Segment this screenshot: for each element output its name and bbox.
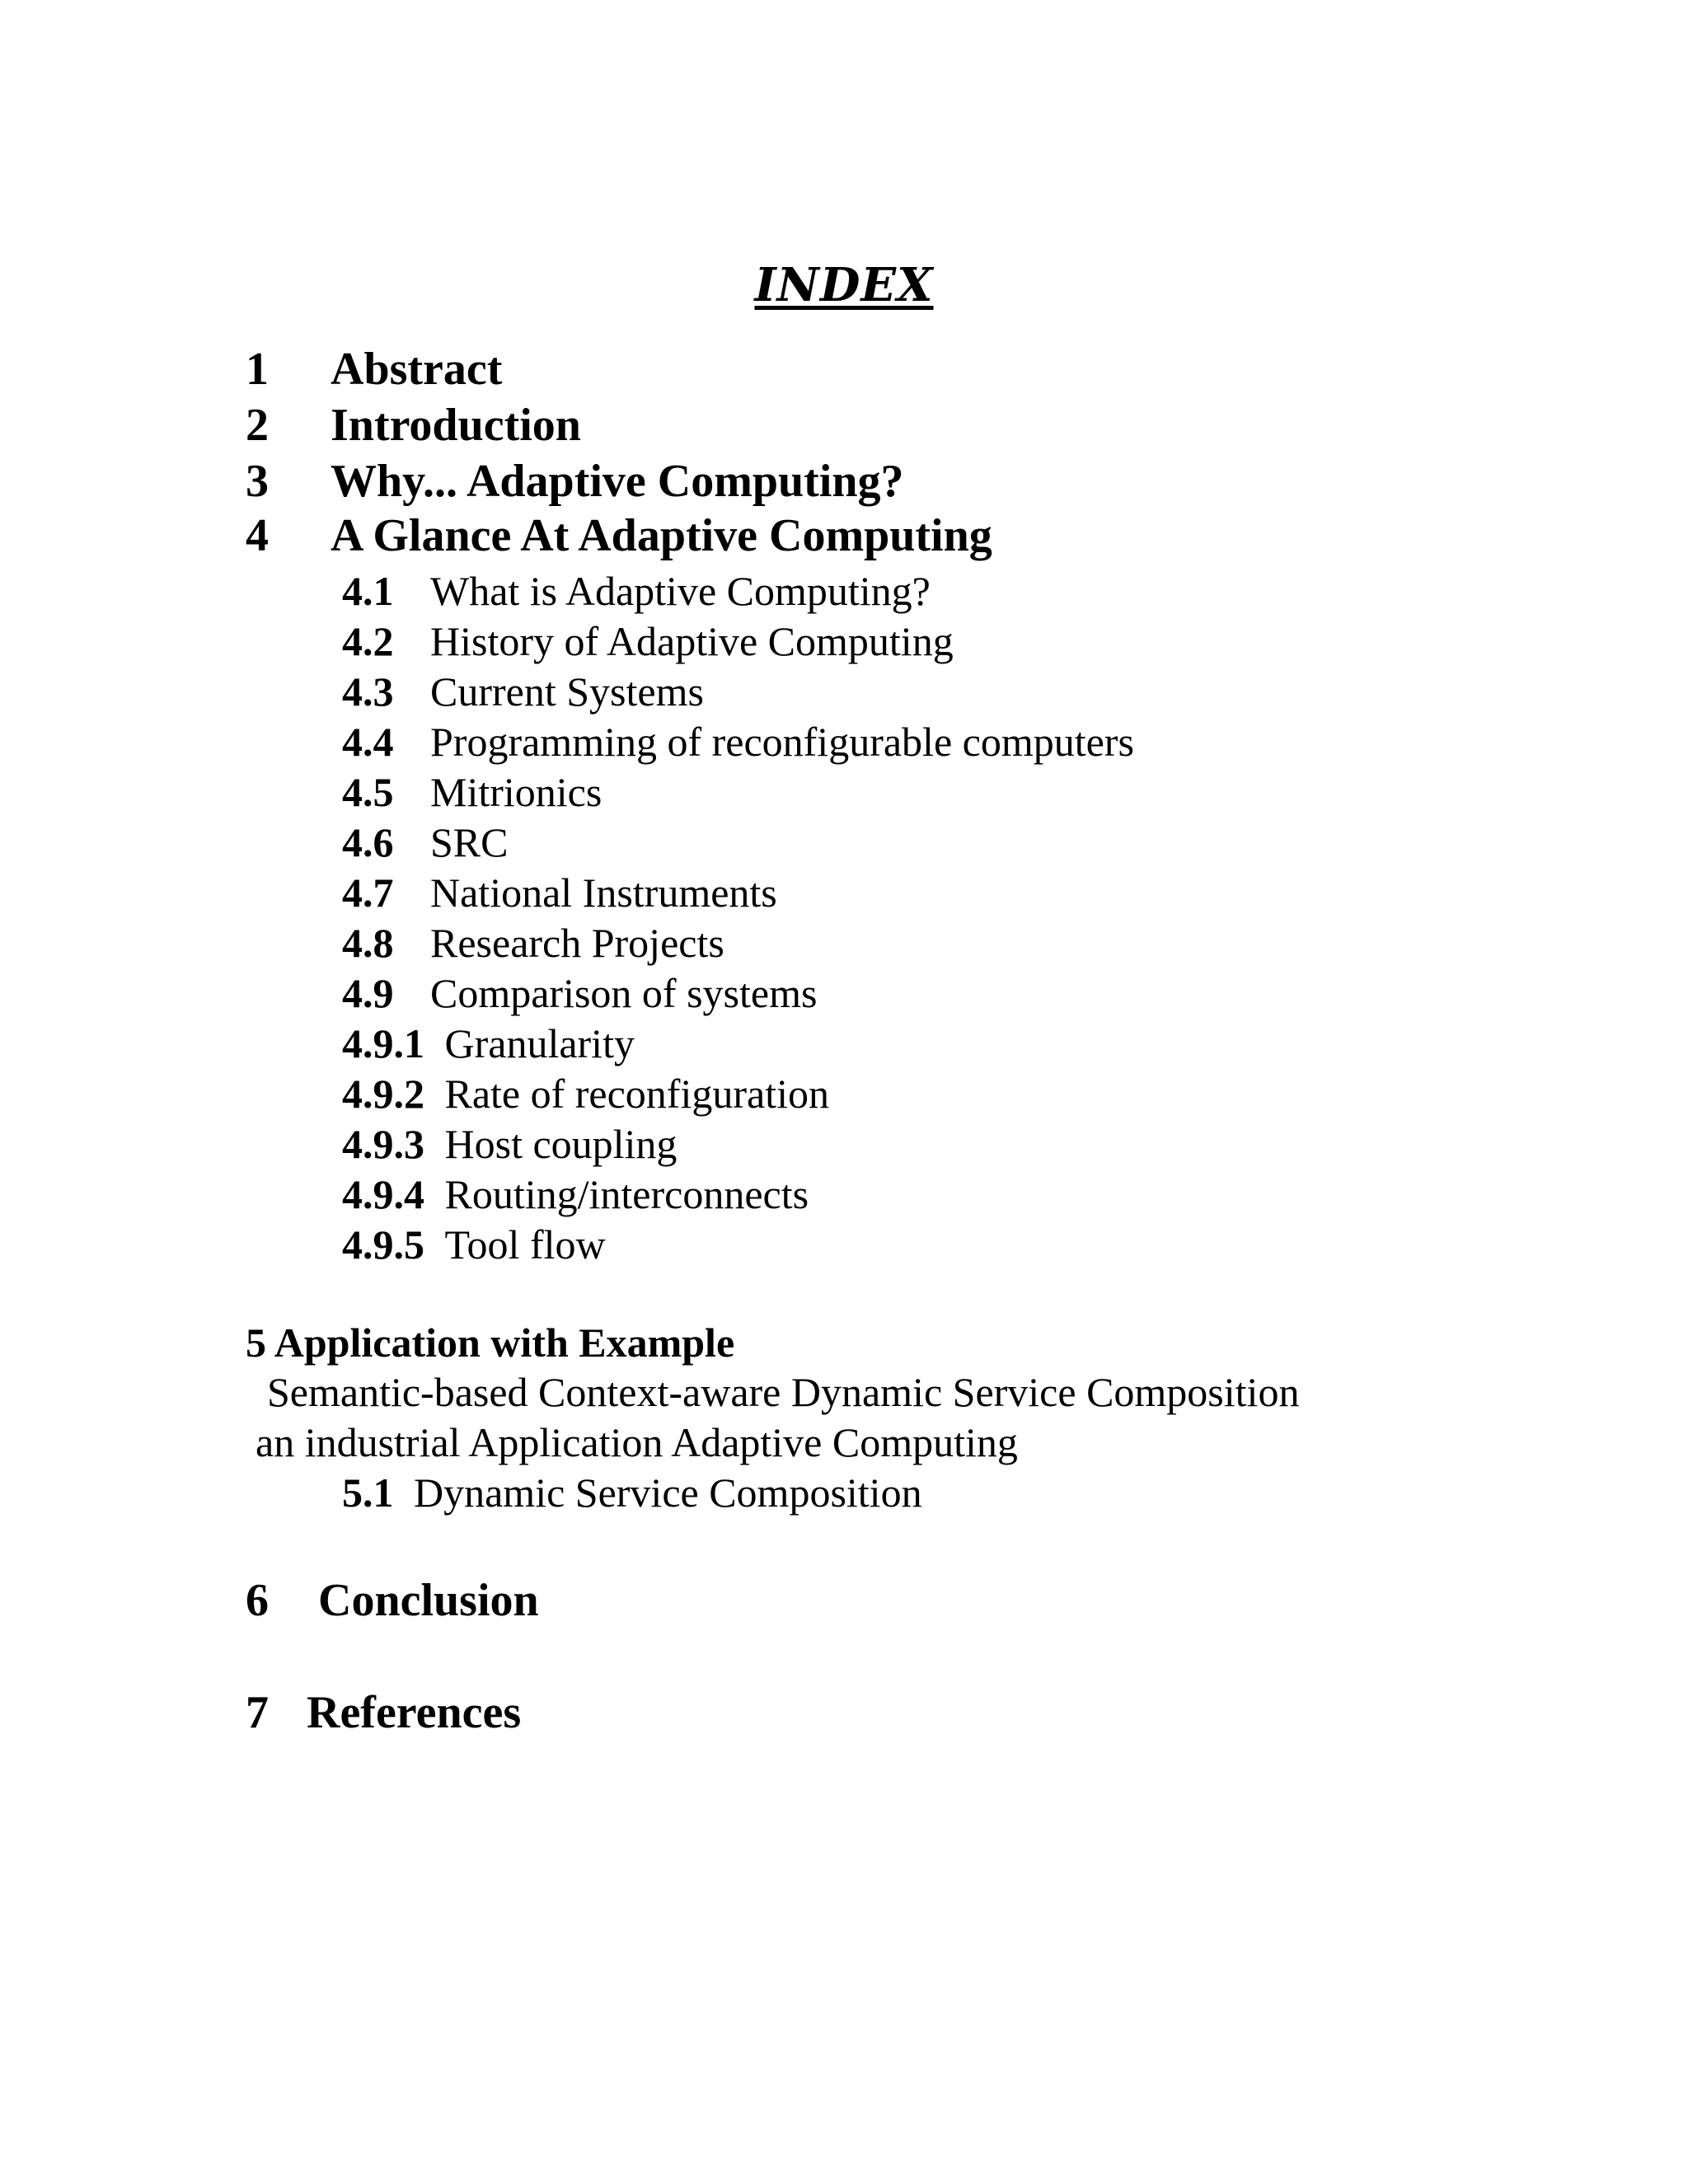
toc-subentry-number: 4.9.2 [342,1071,424,1117]
toc-subentry [342,1469,922,1516]
toc-entry-number: 2 [246,400,269,451]
toc-subentry-number: 4.9.3 [342,1121,424,1167]
toc-subentry-label: Routing/interconnects [444,1171,809,1217]
toc-subentry-number: 4.2 [342,618,394,664]
toc-entry-label: Abstract [331,344,503,395]
toc-subentry [342,970,818,1016]
toc-subentry [342,1071,829,1117]
toc-entry-label: Why... Adaptive Computing? [331,456,904,507]
toc-subentry-number: 4.9.5 [342,1221,424,1268]
toc-subentry [342,869,777,916]
toc-entry-application-line1: Semantic-based Context-aware Dynamic Service Composition [267,1369,1300,1415]
toc-entry-number: 7 [246,1687,269,1738]
toc-subentry [342,618,954,664]
toc-entry-number: 4 [246,510,269,561]
toc-subentry [342,769,603,815]
toc-subentry-label: History of Adaptive Computing [430,618,954,664]
toc-subentry-number: 4.3 [342,668,394,715]
toc-subentry-number: 4.1 [342,568,394,614]
toc-subentry-number: 4.9.4 [342,1171,424,1217]
toc-subentry-label: Mitrionics [430,769,603,815]
toc-subentry-number: 4.6 [342,819,394,865]
toc-subentry-label: Rate of reconfiguration [444,1071,829,1117]
toc-subentry-number: 4.9.1 [342,1020,424,1066]
toc-subentry [342,568,931,614]
toc-subentry-number: 4.7 [342,869,394,916]
toc-entry-label: References [307,1687,522,1738]
toc-subentry-label: National Instruments [430,869,777,916]
toc-subentry-number: 4.4 [342,719,394,765]
toc-subentry-label: Programming of reconfigurable computers [430,719,1134,765]
toc-subentry [342,1123,677,1165]
toc-subentry-label: Tool flow [444,1221,606,1268]
toc-subentry [342,920,724,966]
toc-entry-label: Introduction [331,400,581,451]
page-title: INDEX [754,258,934,312]
toc-subentry [342,1171,809,1217]
toc-subentry [342,819,509,865]
toc-subentry-label: Current Systems [430,668,704,715]
toc-entry-number: 3 [246,456,269,507]
toc-subentry-number: 4.9 [342,970,394,1016]
toc-subentry-label: Comparison of systems [430,970,818,1016]
toc-subentry-label: Dynamic Service Composition [414,1469,922,1516]
toc-subentry [342,719,1134,765]
toc-entry-application-line2: an industrial Application Adaptive Computing [256,1419,1018,1465]
toc-entry-application: 5 Application with Example [246,1319,735,1366]
toc-subentry [342,1020,635,1066]
toc-entry-number: 6 [246,1575,269,1626]
toc-subentry-number: 4.5 [342,769,394,815]
toc-entry-label: Conclusion [318,1575,539,1626]
toc-subentry-number: 4.8 [342,920,394,966]
toc-subentry [342,1221,606,1268]
toc-subentry-label: Host coupling [444,1121,678,1167]
toc-entry-number: 1 [246,344,269,395]
toc-subentry [342,668,704,715]
toc-subentry-label: Research Projects [430,920,724,966]
toc-entry-label: A Glance At Adaptive Computing [331,510,992,561]
toc-subentry-number: 5.1 [342,1469,394,1516]
toc-subentry-label: Granularity [444,1020,635,1066]
toc-subentry-label: SRC [430,819,509,865]
toc-subentry-label: What is Adaptive Computing? [430,568,931,614]
